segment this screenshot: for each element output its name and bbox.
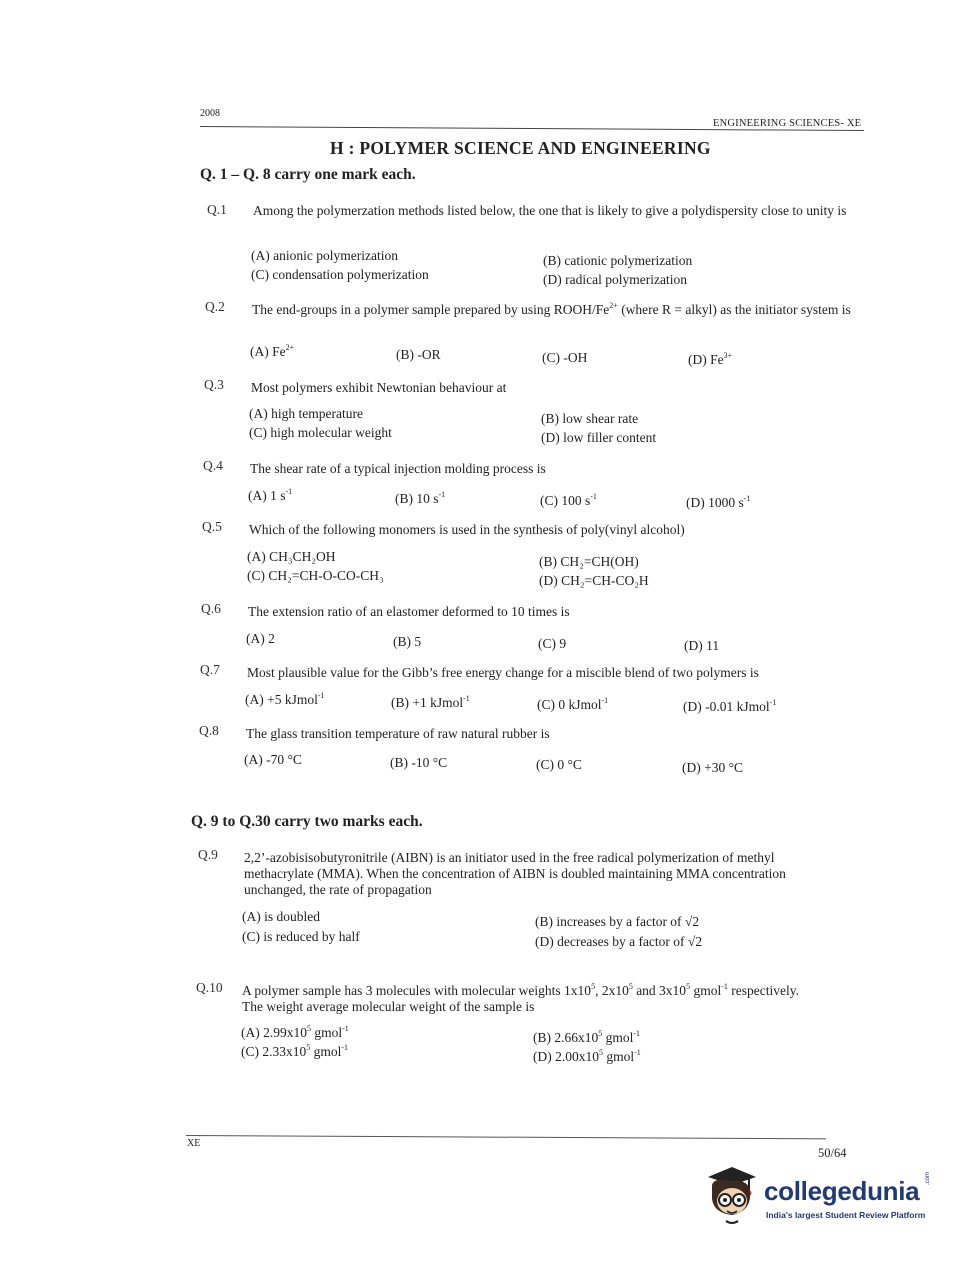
option-d: (D) CH₂=CH-CO₂H bbox=[539, 573, 649, 588]
option-a: (A) -70 °C bbox=[244, 752, 302, 767]
option-a: (A) $Fe^{2+}$ bbox=[250, 343, 295, 359]
question-text: Most plausible value for the Gibb’s free energy change for a miscible blend of two polymers is bbox=[247, 665, 759, 680]
option-d: (D) decreases by a factor of √2 bbox=[535, 934, 703, 949]
question-number: Q.1 bbox=[207, 202, 227, 217]
question-text: Most polymers exhibit Newtonian behaviour at bbox=[251, 380, 507, 395]
option-b: (B) 10 $s^{-1}$ bbox=[395, 490, 446, 506]
option-b: (B) cationic polymerization bbox=[543, 253, 693, 268]
question-number: Q.2 bbox=[205, 299, 225, 314]
question-number: Q.7 bbox=[200, 662, 220, 677]
option-b: (B) CH₂=CH(OH) bbox=[539, 554, 639, 569]
option-a: (A) 2 bbox=[246, 631, 275, 646]
option-c: (C) -OH bbox=[542, 350, 588, 365]
question-text: Which of the following monomers is used in the synthesis of poly(vinyl alcohol) bbox=[249, 522, 685, 537]
option-a: (A) anionic polymerization bbox=[251, 248, 398, 263]
option-a: (A) CH₃CH₂OH bbox=[247, 549, 336, 564]
logo-domain-suffix: .com bbox=[925, 1171, 931, 1185]
section-heading-two-marks: Q. 9 to Q.30 carry two marks each. bbox=[191, 813, 423, 830]
option-a: (A) is doubled bbox=[242, 909, 320, 924]
option-a: (A) $2.99x10^5$ gmol$^{-1}$ bbox=[241, 1024, 349, 1040]
collegedunia-logo-text: collegedunia bbox=[764, 1176, 920, 1206]
question-text: The glass transition temperature of raw natural rubber is bbox=[246, 726, 550, 741]
section-heading-one-mark: Q. 1 – Q. 8 carry one mark each. bbox=[200, 166, 416, 183]
option-b: (B) -10 °C bbox=[390, 755, 448, 770]
option-d: (D) radical polymerization bbox=[543, 272, 687, 287]
option-d: (D) 1000 $s^{-1}$ bbox=[686, 494, 751, 510]
question-text: The extension ratio of an elastomer deformed to 10 times is bbox=[248, 604, 570, 619]
question-text: The shear rate of a typical injection molding process is bbox=[250, 461, 546, 476]
question-text: 2,2’-azobisisobutyronitrile (AIBN) is an initiator used in the free radical polymerization of methyl methacrylate (MMA). When the concentration of AIBN is doubled maintaining MMA concentration unchanged, the rate of propagation bbox=[244, 850, 786, 897]
option-c: (C) 0 kJmol$^{-1}$ bbox=[537, 696, 609, 712]
option-d: (D) $2.00x10^5$ gmol$^{-1}$ bbox=[533, 1048, 641, 1064]
option-b: (B) $2.66x10^5$ gmol$^{-1}$ bbox=[533, 1029, 641, 1045]
option-b: (B) low shear rate bbox=[541, 411, 639, 426]
option-c: (C) 9 bbox=[538, 636, 567, 651]
option-b: (B) increases by a factor of √2 bbox=[535, 914, 700, 929]
option-d: (D) 11 bbox=[684, 638, 720, 653]
header-paper-name: ENGINEERING SCIENCES- XE bbox=[713, 118, 862, 129]
option-c: (C) $2.33x10^5$ gmol$^{-1}$ bbox=[241, 1043, 349, 1059]
question-number: Q.6 bbox=[201, 601, 221, 616]
page-number: 50/64 bbox=[818, 1146, 847, 1160]
question-text: Among the polymerzation methods listed below, the one that is likely to give a polydispersity close to unity is bbox=[253, 203, 847, 218]
question-number: Q.8 bbox=[199, 723, 219, 738]
option-b: (B) +1 kJmol$^{-1}$ bbox=[391, 694, 470, 710]
option-c: (C) 0 °C bbox=[536, 757, 582, 772]
option-d: (D) +30 °C bbox=[682, 760, 744, 775]
logo-tagline: India's largest Student Review Platform bbox=[766, 1210, 926, 1220]
question-number: Q.10 bbox=[196, 980, 223, 995]
collegedunia-mascot-icon bbox=[702, 1163, 762, 1233]
footer-rule bbox=[186, 1135, 826, 1139]
question-number: Q.9 bbox=[198, 847, 218, 862]
option-a: (A) 1 $s^{-1}$ bbox=[248, 487, 293, 503]
option-a: (A) high temperature bbox=[249, 406, 363, 421]
option-b: (B) -OR bbox=[396, 347, 441, 362]
question-number: Q.4 bbox=[203, 458, 223, 473]
question-text: A polymer sample has 3 molecules with molecular weights $1x10^5$, $2x10^5$ and $3x10^5$ gmol$^{-1}$ respectively. The weight average molecular weight of the sample is bbox=[242, 982, 799, 1014]
option-c: (C) high molecular weight bbox=[249, 425, 392, 440]
option-d: (D) $Fe^{3+}$ bbox=[688, 351, 733, 367]
option-c: (C) CH₂=CH-O-CO-CH₃ bbox=[247, 568, 384, 583]
question-text: The end-groups in a polymer sample prepared by using ROOH/$Fe^{2+}$ (where R = alkyl) as the initiator system is bbox=[252, 301, 851, 317]
question-number: Q.5 bbox=[202, 519, 222, 534]
option-c: (C) condensation polymerization bbox=[251, 267, 429, 282]
header-year: 2008 bbox=[200, 108, 220, 119]
option-c: (C) is reduced by half bbox=[242, 929, 360, 944]
option-b: (B) 5 bbox=[393, 634, 422, 649]
page-title: H : POLYMER SCIENCE AND ENGINEERING bbox=[330, 138, 711, 158]
footer-paper-code: XE bbox=[187, 1138, 201, 1149]
option-c: (C) 100 $s^{-1}$ bbox=[540, 492, 597, 508]
option-d: (D) low filler content bbox=[541, 430, 657, 445]
question-number: Q.3 bbox=[204, 377, 224, 392]
option-d: (D) -0.01 kJmol$^{-1}$ bbox=[683, 698, 777, 714]
option-a: (A) +5 kJmol$^{-1}$ bbox=[245, 691, 325, 707]
